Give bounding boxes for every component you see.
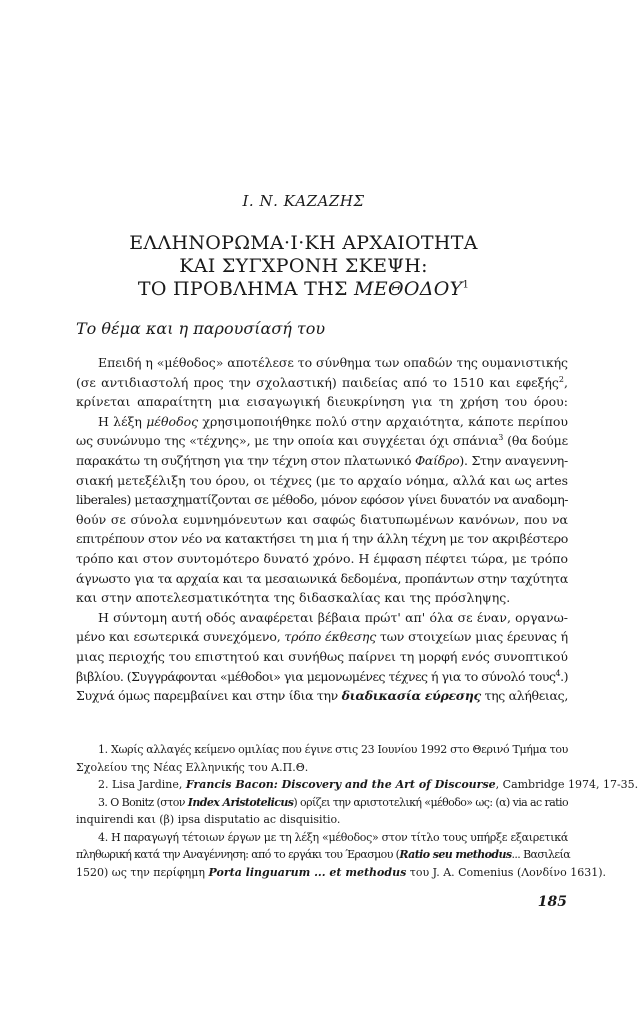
title-line-3: ΤΟ ΠΡΟΒΛΗΜΑ ΤΗΣ ΜΕΘΟΔΟΥ$^1$ [137,278,470,300]
footnote-line: Σχολείου της Νέας Ελληνικής του Α.Π.Θ. [76,760,309,774]
text-line: και στην αποτελεσματικότητα της διδασκαλίας και της πρόσληψης. [76,590,511,606]
text-line: ως συνώνυμο της «τέχνης», με την οποία και συγχέεται όχι σπάνια$^3$ (θα δούμε [76,433,568,449]
text-line: άγνωστο για τα αρχαία και τα μεσαιωνικά δεδομένα, προπάντων στην ταχύτητα [76,570,568,586]
footnote-ref: 4 [555,668,561,678]
author-name: Ι. Ν. ΚΑΖΑΖΗΣ [242,192,365,210]
title-line-2: ΚΑΙ ΣΥΓΧΡΟΝΗ ΣΚΕΨΗ: [179,255,428,277]
section-heading: Το θέμα και η παρουσίασή του [76,319,326,338]
text-line: Η σύντομη αυτή οδός αναφέρεται βέβαια πρώτ' απ' όλα σε έναν, οργανω- [98,609,568,625]
footnote-ref: 2 [558,374,565,384]
footnote-line: πληθωρική κατά την Αναγέννηση: από το εργάκι του Έρασμου (Ratio seu methodus... Βασιλεία [76,848,571,861]
text-line: σιακή μετεξέλιξη του όρου, οι τέχνες (με το αρχαίο νόημα, αλλά και ως artes [76,472,568,488]
body-text [76,353,568,706]
footnote-line: 3. Ο Bonitz (στον Index Aristotelicus) ορίζει την αριστοτελική «μέθοδο» ως: (α) via ac ratio [98,795,568,809]
footnote-ref: 1 [462,279,470,291]
page-number: 185 [537,894,567,910]
text-line: κρίνεται απαραίτητη μια εισαγωγική διευκρίνηση για τη χρήση του όρου: [76,394,568,410]
title-line-1: ΕΛΛΗΝΟΡΩΜΑ·Ι·ΚΗ ΑΡΧΑΙΟΤΗΤΑ [129,232,478,254]
text-line: παρακάτω τη συζήτηση για την τέχνη στον πλατωνικό Φαίδρο). Στην αναγεννη- [76,452,568,468]
text-line: Η λέξη μέθοδος χρησιμοποιήθηκε πολύ στην αρχαιότητα, κάποτε περίπου [98,413,569,429]
text-line: μένο και εσωτερικά συνεχόμενο, τρόπο έκθεσης των στοιχείων μιας έρευνας ή [76,629,569,645]
text-line: (σε αντιδιαστολή προς την σχολαστική) παιδείας από το 1510 και εφεξής$^2$, [76,374,568,390]
text-line: μιας περιοχής του επιστητού και συνήθως παίρνει τη μορφή ενός συνοπτικού [76,648,568,664]
footnotes [76,741,638,881]
article-title [0,232,607,301]
footnote-line: 4. Η παραγωγή τέτοιων έργων με τη λέξη «μέθοδος» στον τίτλο τους υπήρξε εξαιρετικά [98,830,568,844]
text-line: Συχνά όμως παρεμβαίνει και στην ίδια την διαδικασία εύρεσης της αλήθειας, [76,688,568,704]
text-line: βιβλίου. (Συγγράφονται «μέθοδοι» για μεμονωμένες τέχνες ή για το σύνολό τους$^4$.) [76,668,569,684]
text-line: τρόπο και στον συντομότερο δυνατό χρόνο. Η έμφαση πέφτει τώρα, με τρόπο [76,550,568,566]
footnote-ref: 3 [498,433,504,443]
text-line: liberales) μετασχηματίζονται σε μέθοδο, μόνον εφόσον γίνει δυνατόν να αναδομη- [76,492,568,508]
text-line: επιτρέπουν στον νέο να κατακτήσει τη μια ή την άλλη τέχνη με τον ακριβέστερο [76,531,568,547]
footnote-line: inquirendi και (β) ipsa disputatio ac disquisitio. [76,813,341,826]
footnote-line: 1. Χωρίς αλλαγές κείμενο ομιλίας που έγινε στις 23 Ιουνίου 1992 στο Θερινό Τμήμα του [98,743,568,756]
footnote-line: 2. Lisa Jardine, Francis Bacon: Discovery and the Art of Discourse, Cambridge 1974, 17-35. [98,778,638,791]
footnote-line: 1520) ως την περίφημη Porta linguarum ... et methodus του J. A. Comenius (Λονδίνο 1631). [76,865,607,879]
text-line: Επειδή η «μέθοδος» αποτέλεσε το σύνθημα των οπαδών της ουμανιστικής [98,355,568,370]
text-line: θούν σε σύνολα ευμνημόνευτων και σαφώς διατυπωμένων κανόνων, που να [76,511,568,527]
